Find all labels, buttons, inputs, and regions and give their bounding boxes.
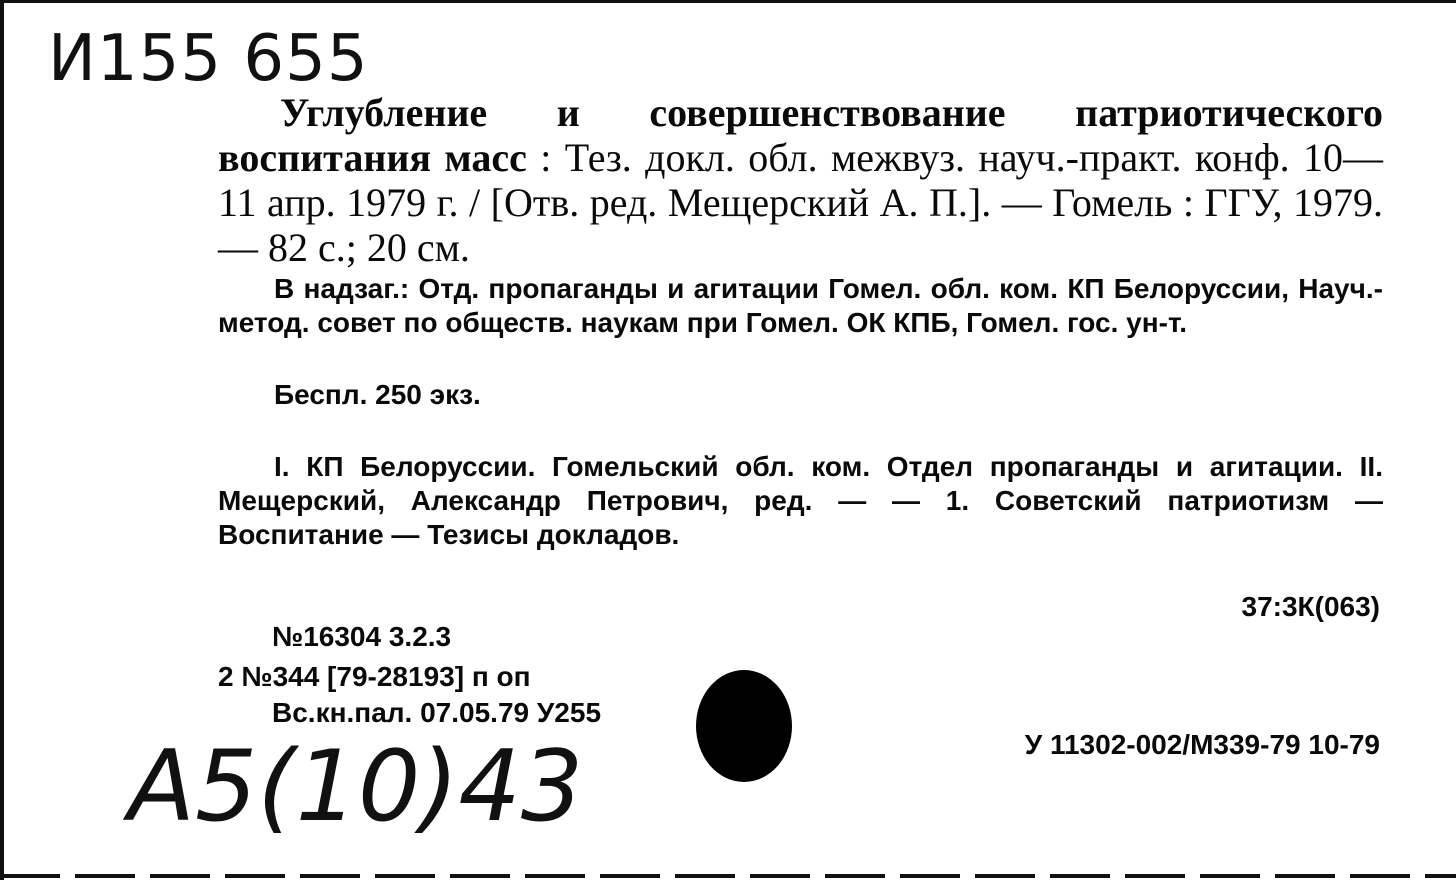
handwritten-shelf-code: И155 655: [48, 22, 369, 96]
udk-classification: 37:3К(063): [1241, 591, 1380, 622]
card-border-left: [0, 0, 4, 880]
card-border-bottom: [0, 874, 1456, 878]
bibliographic-record: [218, 90, 1383, 270]
catalog-code: У 11302-002/М339-79 10-79: [1024, 729, 1380, 760]
inventory-line-2: 2 №344 [79-28193] п оп: [218, 661, 531, 692]
record-publication-details: : Тез. докл. обл. межвуз. науч.-практ. конф. 10—11 апр. 1979 г. / [Отв. ред. Мещерский А. П.]. — Гомель : ГГУ, 1979. — 82 с.; 20 см.: [218, 135, 1384, 270]
card-border-top: [0, 0, 1456, 3]
inventory-line-1: №16304 3.2.3: [272, 621, 452, 652]
handwritten-location-code: A5(10)43: [128, 730, 584, 844]
inventory-line-3: Вс.кн.пал. 07.05.79 У255: [272, 697, 602, 728]
punch-hole: [696, 670, 792, 782]
price-note: Беспл. 250 экз.: [274, 379, 481, 410]
record-title: Углубление и совершенствование патриотического воспитания масс: [218, 90, 1383, 180]
header-note: В надзаг.: Отд. пропаганды и агитации Гомел. обл. ком. КП Белоруссии, Науч.-метод. совет по обществ. наукам при Гомел. ОК КПБ, Гомел. гос. ун-т.: [218, 273, 1383, 338]
subject-headings: I. КП Белоруссии. Гомельский обл. ком. Отдел пропаганды и агитации. II. Мещерский, Александр Петрович, ред. — — 1. Советский патриотизм — Воспитание — Тезисы докладов.: [218, 451, 1383, 550]
